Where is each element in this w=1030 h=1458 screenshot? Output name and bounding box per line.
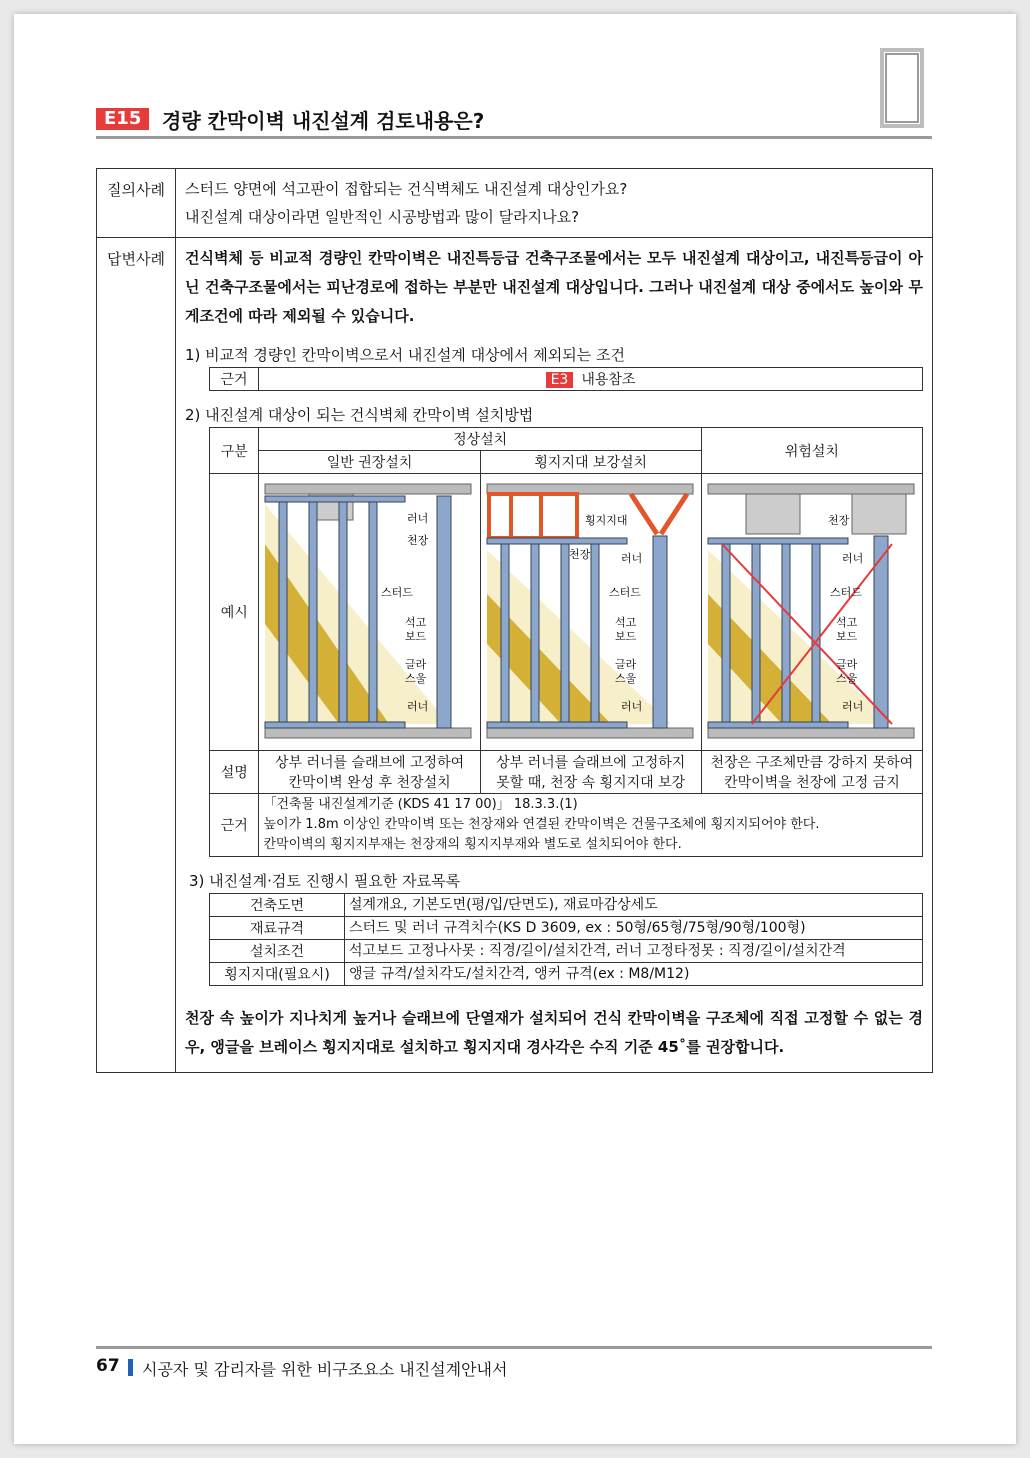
footer-rule (96, 1346, 932, 1349)
desc-general (259, 751, 480, 794)
material-key: 횡지지대(필요시) (210, 963, 345, 986)
qa-table (96, 168, 933, 1073)
desc-risk (701, 751, 922, 794)
col-brace: 횡지지대 보강설치 (480, 451, 701, 474)
label-glasswool: 스울 (835, 672, 858, 685)
label-runner: 러너 (620, 700, 642, 713)
desc-brace (480, 751, 701, 794)
desc-line: 칸막이벽 완성 후 천장설치 (288, 775, 451, 791)
illustration-general (259, 474, 480, 751)
risk-header: 위험설치 (701, 428, 922, 474)
label-stud: 스터드 (381, 586, 414, 599)
label-glasswool: 글라 (835, 658, 858, 671)
basis-line: 「건축물 내진설계기준 (KDS 41 17 00)」 18.3.3.(1) (263, 797, 578, 812)
footer-marker (128, 1359, 133, 1376)
label-runner: 러너 (841, 700, 864, 713)
section-header (96, 106, 932, 139)
label-runner: 러너 (620, 552, 642, 565)
label-runner: 러너 (407, 700, 429, 713)
ref-text: 내용참조 (581, 372, 636, 388)
label-stud: 스터드 (829, 586, 862, 599)
desc-line: 천장은 구조체만큼 강하지 못하여 (710, 755, 914, 771)
page (14, 14, 1016, 1444)
basis-label: 근거 (210, 368, 259, 391)
material-key: 재료규격 (210, 917, 345, 940)
desc-line: 칸막이벽을 천장에 고정 금지 (724, 775, 900, 791)
basis-line: 칸막이벽의 횡지지부재는 천장재의 횡지지부재와 별도로 설치되어야 한다. (263, 837, 682, 852)
material-value: 석고보드 고정나사못 : 직경/길이/설치간격, 러너 고정타정못 : 직경/길이/설치간격 (345, 940, 923, 963)
basis-text (259, 794, 923, 857)
label-runner: 러너 (407, 512, 429, 525)
material-value: 설계개요, 기본도면(평/입/단면도), 재료마감상세도 (345, 894, 923, 917)
desc-line: 상부 러너를 슬래브에 고정하지 (496, 755, 686, 771)
desc-line: 못할 때, 천장 속 횡지지대 보강 (496, 775, 686, 791)
section-2-title: 2) 내진설계 대상이 되는 건식벽체 칸막이벽 설치방법 (185, 406, 534, 424)
answer-body (176, 238, 933, 1073)
question-line: 스터드 양면에 석고판이 접합되는 건식벽체도 내진설계 대상인가요? (185, 180, 628, 198)
label-gypsum: 석고 (835, 616, 858, 629)
material-key: 건축도면 (210, 894, 345, 917)
label-ceiling: 천장 (407, 534, 429, 547)
example-label: 예시 (210, 474, 259, 751)
label-runner: 러너 (841, 552, 864, 565)
section-badge: E15 (96, 108, 149, 130)
label-gypsum: 보드 (835, 630, 858, 643)
material-key: 설치조건 (210, 940, 345, 963)
label-gypsum: 석고 (614, 616, 636, 629)
answer-intro: 건식벽체 등 비교적 경량인 칸막이벽은 내진특등급 건축구조물에서는 모두 내진설계 대상이고, 내진특등급이 아닌 건축구조물에서는 피난경로에 접하는 부분만 내진설계 대상입니다. 그러나 내진설계 대상 중에서도 높이와 무게조건에 따라 제외될 수 있습니다. (185, 249, 923, 325)
col-general: 일반 권장설치 (259, 451, 480, 474)
label-glasswool: 스울 (614, 672, 636, 685)
label-ceiling: 천장 (827, 514, 850, 527)
section-1-table (209, 367, 923, 391)
section-1-title: 1) 비교적 경량인 칸막이벽으로서 내진설계 대상에서 제외되는 조건 (185, 346, 626, 364)
basis-label: 근거 (210, 794, 259, 857)
basis-ref (259, 368, 923, 391)
col-label: 구분 (210, 428, 259, 474)
label-gypsum: 보드 (614, 630, 636, 643)
label-glasswool: 글라 (614, 658, 636, 671)
answer-label: 답변사례 (97, 238, 176, 1073)
section-3-table (209, 893, 923, 986)
illustration-risk (701, 474, 922, 751)
label-brace: 횡지지대 (584, 514, 628, 527)
normal-header: 정상설치 (259, 428, 701, 451)
section-3-title: 3) 내진설계·검토 진행시 필요한 자료목록 (189, 872, 461, 890)
desc-label: 설명 (210, 751, 259, 794)
material-value: 스터드 및 러너 규격치수(KS D 3609, ex : 50형/65형/75형/90형/100형) (345, 917, 923, 940)
label-ceiling: 천장 (568, 548, 590, 561)
label-glasswool: 글라 (405, 658, 427, 671)
label-gypsum: 석고 (405, 616, 427, 629)
section-title: 경량 칸막이벽 내진설계 검토내용은? (162, 109, 485, 133)
page-number: 67 (96, 1356, 120, 1376)
material-value: 앵글 규격/설치각도/설치간격, 앵커 규격(ex : M8/M12) (345, 963, 923, 986)
basis-line: 높이가 1.8m 이상인 칸막이벽 또는 천장재와 연결된 칸막이벽은 건물구조체에 횡지지되어야 한다. (263, 817, 820, 832)
answer-closing: 천장 속 높이가 지나치게 높거나 슬래브에 단열재가 설치되어 건식 칸막이벽을 구조체에 직접 고정할 수 없는 경우, 앵글을 브레이스 횡지지대로 설치하고 횡지지대 경사각은 수직 기준 45˚를 권장합니다. (185, 1009, 923, 1056)
desc-line: 상부 러너를 슬래브에 고정하여 (274, 755, 465, 771)
footer-title: 시공자 및 감리자를 위한 비구조요소 내진설계안내서 (142, 1360, 508, 1379)
label-glasswool: 스울 (405, 672, 427, 685)
question-label: 질의사례 (97, 169, 176, 238)
section-2-table (209, 427, 923, 857)
label-stud: 스터드 (608, 586, 641, 599)
label-gypsum: 보드 (405, 630, 427, 643)
ref-badge: E3 (546, 372, 574, 388)
illustration-brace (480, 474, 701, 751)
question-body (176, 169, 933, 238)
question-line: 내진설계 대상이라면 일반적인 시공방법과 많이 달라지나요? (185, 208, 580, 226)
